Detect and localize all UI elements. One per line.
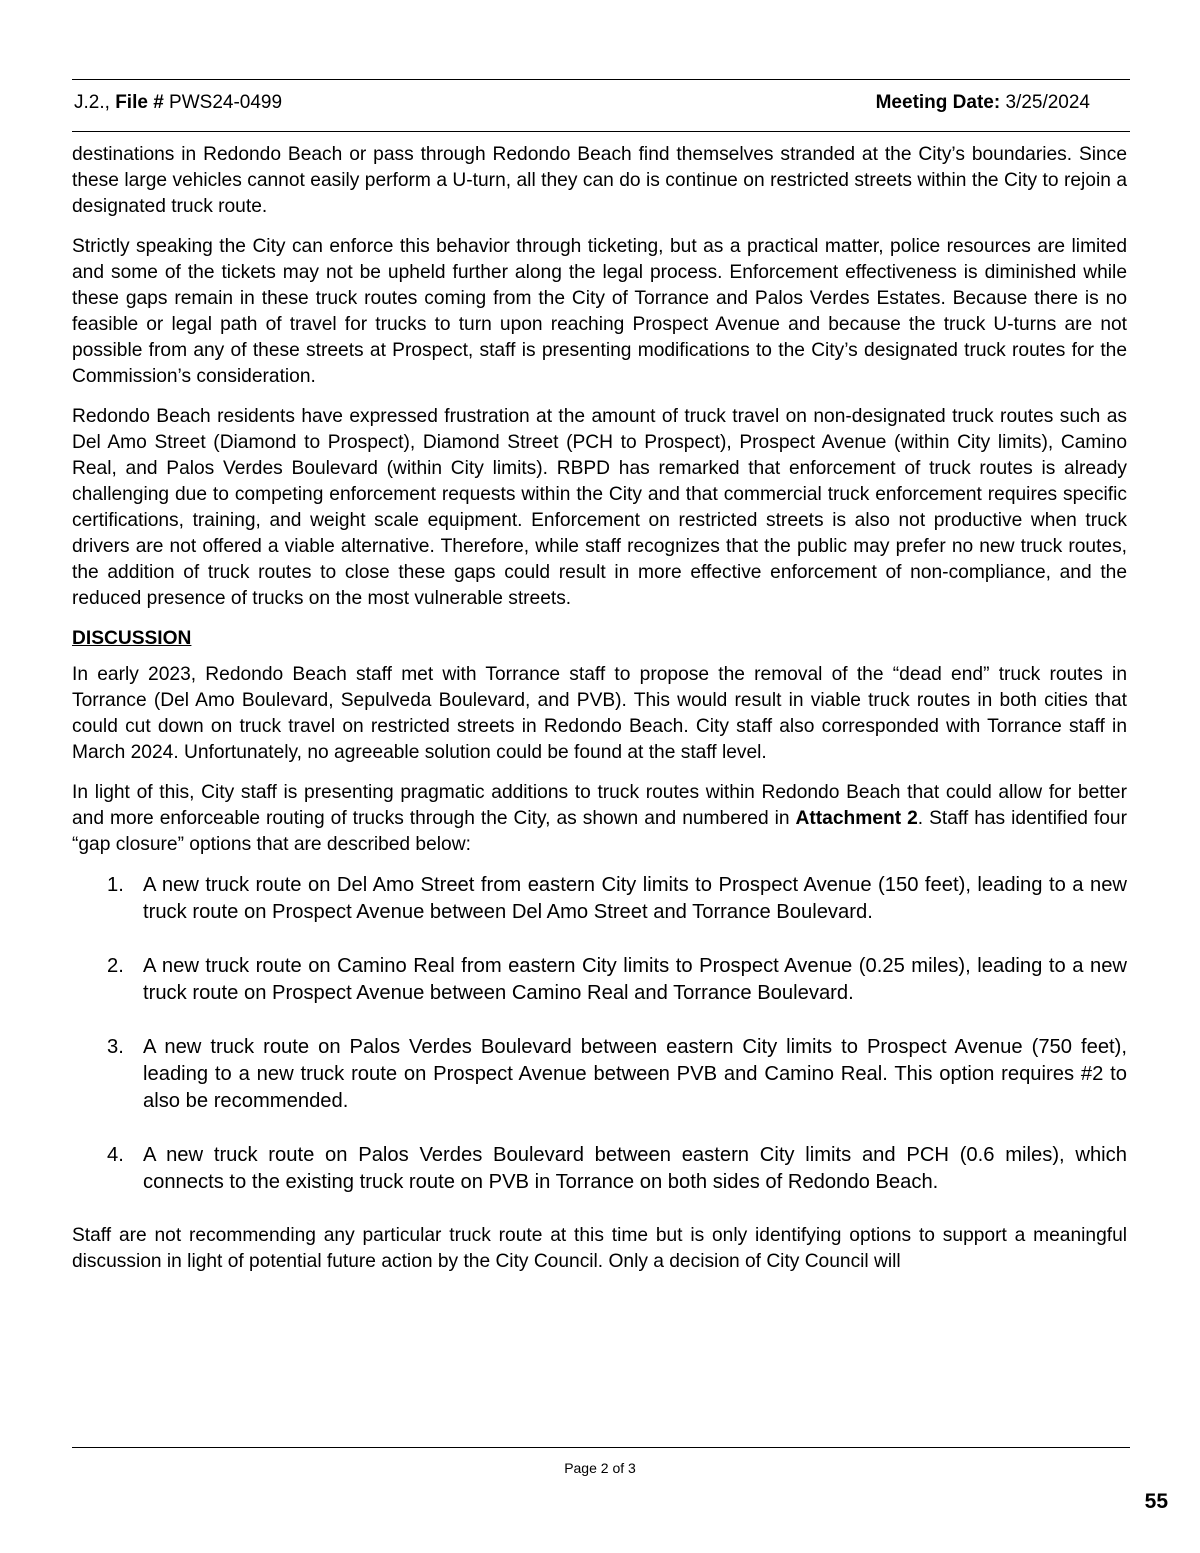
list-item [72,1034,1127,1115]
discussion-heading: DISCUSSION [72,628,192,649]
list-item [72,953,1127,1007]
option-number: 4. [107,1144,124,1166]
packet-page-number: 55 [1144,1490,1168,1513]
attachment-reference: Attachment 2 [795,808,918,829]
header-bottom-rule [72,131,1130,132]
option-text: A new truck route on Palos Verdes Boulevard between eastern City limits and PCH (0.6 miles), which connects to the existing truck route on PVB in Torrance on both sides of Redondo Beach. [143,1144,1127,1193]
option-number: 2. [107,955,124,977]
paragraph-continuation: destinations in Redondo Beach or pass through Redondo Beach find themselves stranded at the City’s boundaries. Since these large vehicles cannot easily perform a U-turn, all they can do is continue on restricted streets within the City to rejoin a designated truck route. [72,144,1127,217]
footer-rule [72,1447,1130,1448]
item-reference: J.2., [74,92,110,113]
intro-text-end: . Staff has identified four “gap closure” options that are described below: [72,808,1127,855]
list-item [72,1142,1127,1196]
file-number: PWS24-0499 [169,92,283,113]
meeting-date [876,91,1090,115]
meeting-date-value: 3/25/2024 [1005,92,1090,113]
intro-text-start: In light of this, City staff is presenting pragmatic additions to truck routes within Redondo Beach that could allow for better and more enforceable routing of trucks through the City, as shown and numbered in [72,782,1127,829]
option-number: 3. [107,1036,124,1058]
meeting-date-label: Meeting Date: [875,92,1001,113]
paragraph-gap-closure-intro [72,780,1127,858]
paragraph-staff-recommendation: Staff are not recommending any particular truck route at this time but is only identifying options to support a meaningful discussion in light of potential future action by the City Council. Only a decision of City Council will [72,1225,1127,1272]
file-label: File # [115,92,164,113]
option-number: 1. [107,874,124,896]
file-reference [74,91,282,115]
paragraph-enforcement: Strictly speaking the City can enforce this behavior through ticketing, but as a practical matter, police resources are limited and some of the tickets may not be upheld further along the legal process. Enforcement effectiveness is diminished while these gaps remain in these truck routes coming from the City of Torrance and Palos Verdes Estates. Because there is no feasible or legal path of travel for trucks to turn upon reaching Prospect Avenue and because the truck U-turns are not possible from any of these streets at Prospect, staff is presenting modifications to the City’s designated truck routes for the Commission’s consideration. [72,236,1127,387]
document-header [72,91,1130,117]
header-top-rule [72,79,1130,80]
gap-closure-options-list [72,872,1127,1196]
page-footer: Page 2 of 3 [564,1460,636,1476]
paragraph-torrance-meeting: In early 2023, Redondo Beach staff met with Torrance staff to propose the removal of the “dead end” truck routes in Torrance (Del Amo Boulevard, Sepulveda Boulevard, and PVB). This would result in viable truck routes in both cities that could cut down on truck travel on restricted streets in Redondo Beach. City staff also corresponded with Torrance staff in March 2024. Unfortunately, no agreeable solution could be found at the staff level. [72,664,1127,763]
document-body [72,142,1127,1289]
option-text: A new truck route on Camino Real from eastern City limits to Prospect Avenue (0.25 miles), leading to a new truck route on Prospect Avenue between Camino Real and Torrance Boulevard. [143,955,1127,1004]
list-item [72,872,1127,926]
option-text: A new truck route on Del Amo Street from eastern City limits to Prospect Avenue (150 feet), leading to a new truck route on Prospect Avenue between Del Amo Street and Torrance Boulevard. [143,874,1127,923]
option-text: A new truck route on Palos Verdes Boulevard between eastern City limits to Prospect Avenue (750 feet), leading to a new truck route on Prospect Avenue between PVB and Camino Real. This option requires #2 to also be recommended. [143,1036,1127,1112]
paragraph-residents: Redondo Beach residents have expressed frustration at the amount of truck travel on non-designated truck routes such as Del Amo Street (Diamond to Prospect), Diamond Street (PCH to Prospect), Prospect Avenue (within City limits), Camino Real, and Palos Verdes Boulevard (within City limits). RBPD has remarked that enforcement of truck routes is already challenging due to competing enforcement requests within the City and that commercial truck enforcement requires specific certifications, training, and weight scale equipment. Enforcement on restricted streets is also not productive when truck drivers are not offered a viable alternative. Therefore, while staff recognizes that the public may prefer no new truck routes, the addition of truck routes to close these gaps could result in more effective enforcement of non-compliance, and the reduced presence of trucks on the most vulnerable streets. [72,406,1127,609]
